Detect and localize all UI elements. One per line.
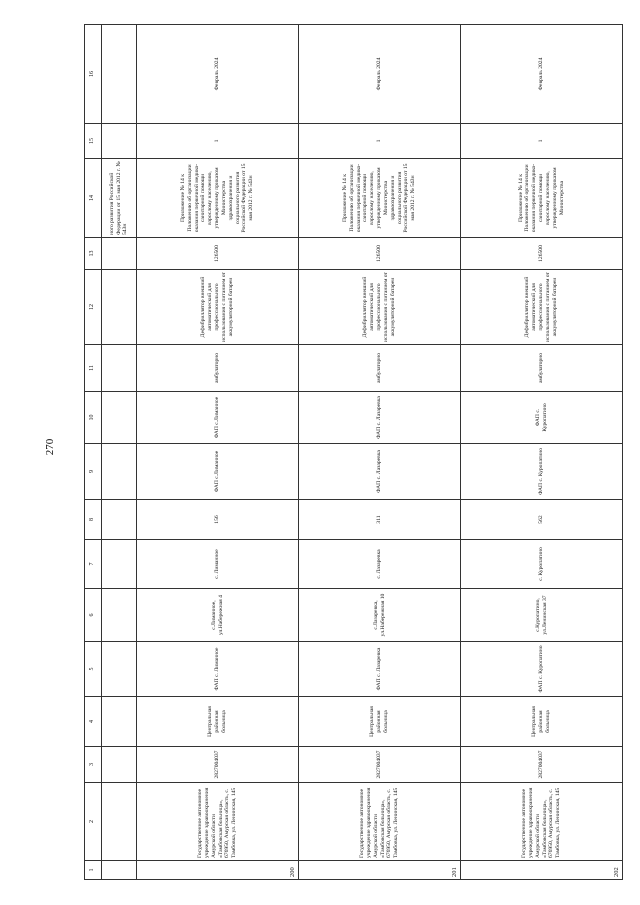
col-num-4: 4 bbox=[85, 697, 102, 747]
col10-cell: ФАП с.Лиманное bbox=[137, 392, 299, 444]
col-num-14: 14 bbox=[85, 159, 102, 238]
quantity-cell: 1 bbox=[299, 124, 461, 159]
address-cell: с.Лиманное, ул.Набережная 4 bbox=[137, 589, 299, 642]
organization-cell: Государственное автономное учреждение здравоохранения Амурской области «Тамбовская больница», 676950, Амурская область, с. Тамбовка, ул. Ленинская, 145 bbox=[299, 783, 461, 861]
address-cell: с.Куропатино, ул.Ленинская 37 bbox=[461, 589, 623, 642]
device-cell: Дефибриллятор внешний автоматический для профессионального использования с питанием от аккумуляторной батареи bbox=[137, 270, 299, 345]
price-cell: 126500 bbox=[299, 238, 461, 270]
unit-cell: Центральная районная больница bbox=[461, 697, 623, 747]
unit-cell: Центральная районная больница bbox=[299, 697, 461, 747]
date-cell: Февраль 2024 bbox=[461, 25, 623, 124]
col10-cell: ФАП с. Лазаревка bbox=[299, 392, 461, 444]
col-num-13: 13 bbox=[85, 238, 102, 270]
fap-cell: ФАП с. Лазаревка bbox=[299, 642, 461, 697]
continued-row bbox=[102, 25, 137, 880]
row-number: 202 bbox=[461, 861, 623, 880]
col9-cell: ФАП с. Куропатино bbox=[461, 444, 623, 500]
col10-cell: ФАП с. Куропатино bbox=[461, 392, 623, 444]
care-type-cell: амбулаторно bbox=[299, 345, 461, 392]
order-cell: Приложение № 14 к Положению об организации оказания первичной медико-санитарной помощи взрослому населению, утвержденному приказом Министерства bbox=[461, 159, 623, 238]
order-cell: Приложение № 14 к Положению об организации оказания первичной медико-санитарной помощи взрослому населению, утвержденному приказом Министерства здравоохранения и социального развития Российской Федерации от 15 мая 2012 г. № 543н bbox=[299, 159, 461, 238]
population-cell: 562 bbox=[461, 500, 623, 540]
fap-cell: ФАП с. Куропатино bbox=[461, 642, 623, 697]
col9-cell: ФАП с. Лазаревка bbox=[299, 444, 461, 500]
row-number: 201 bbox=[299, 861, 461, 880]
population-cell: 311 bbox=[299, 500, 461, 540]
col-num-3: 3 bbox=[85, 747, 102, 783]
col-num-8: 8 bbox=[85, 500, 102, 540]
device-cell: Дефибриллятор внешний автоматический для профессионального использования с питанием от аккумуляторной батареи bbox=[461, 270, 623, 345]
col9-cell: ФАП с.Лиманное bbox=[137, 444, 299, 500]
date-cell: Февраль 2024 bbox=[137, 25, 299, 124]
col-num-10: 10 bbox=[85, 392, 102, 444]
price-cell: 126500 bbox=[137, 238, 299, 270]
col-num-15: 15 bbox=[85, 124, 102, 159]
locality-cell: с. Лазаревка bbox=[299, 540, 461, 589]
quantity-cell: 1 bbox=[461, 124, 623, 159]
equipment-table bbox=[84, 24, 623, 880]
col-num-12: 12 bbox=[85, 270, 102, 345]
table-row bbox=[461, 25, 623, 880]
table-row bbox=[299, 25, 461, 880]
address-cell: с.Лазаревка, ул.Набережная 10 bbox=[299, 589, 461, 642]
date-cell: Февраль 2024 bbox=[299, 25, 461, 124]
col-num-5: 5 bbox=[85, 642, 102, 697]
rotated-table bbox=[84, 25, 621, 880]
column-number-row bbox=[85, 25, 102, 880]
order-cell: Приложение № 14 к Положению об организации оказания первичной медико-санитарной помощи взрослому населению, утвержденному приказом Министерства здравоохранения и социального развития Российской Федерации от 15 мая 2012 г. № 543н bbox=[137, 159, 299, 238]
fap-cell: ФАП с. Лиманное bbox=[137, 642, 299, 697]
locality-cell: с. Лиманное bbox=[137, 540, 299, 589]
table-row bbox=[137, 25, 299, 880]
col-num-1: 1 bbox=[85, 861, 102, 880]
device-cell: Дефибриллятор внешний автоматический для профессионального использования с питанием от аккумуляторной батареи bbox=[299, 270, 461, 345]
price-cell: 126500 bbox=[461, 238, 623, 270]
col-num-2: 2 bbox=[85, 783, 102, 861]
care-type-cell: амбулаторно bbox=[137, 345, 299, 392]
care-type-cell: амбулаторно bbox=[461, 345, 623, 392]
col-num-11: 11 bbox=[85, 345, 102, 392]
col-num-16: 16 bbox=[85, 25, 102, 124]
row-number: 200 bbox=[137, 861, 299, 880]
inn-cell: 2827004037 bbox=[461, 747, 623, 783]
table-frame bbox=[84, 25, 621, 880]
unit-cell: Центральная районная больница bbox=[137, 697, 299, 747]
locality-cell: с. Куропатино bbox=[461, 540, 623, 589]
page-number: 270 bbox=[44, 438, 56, 456]
inn-cell: 2827004037 bbox=[137, 747, 299, 783]
continued-order-text: ного развития Российской Федерации от 15 мая 2012 г. № 543н bbox=[102, 159, 137, 238]
col-num-7: 7 bbox=[85, 540, 102, 589]
quantity-cell: 1 bbox=[137, 124, 299, 159]
organization-cell: Государственное автономное учреждение здравоохранения Амурской области «Тамбовская больница», 676950, Амурская область, с. Тамбовка, ул. Ленинская, 145 bbox=[461, 783, 623, 861]
inn-cell: 2827004037 bbox=[299, 747, 461, 783]
population-cell: 156 bbox=[137, 500, 299, 540]
organization-cell: Государственное автономное учреждение здравоохранения Амурской области «Тамбовская больница», 676950, Амурская область, с. Тамбовка, ул. Ленинская, 145 bbox=[137, 783, 299, 861]
col-num-6: 6 bbox=[85, 589, 102, 642]
col-num-9: 9 bbox=[85, 444, 102, 500]
